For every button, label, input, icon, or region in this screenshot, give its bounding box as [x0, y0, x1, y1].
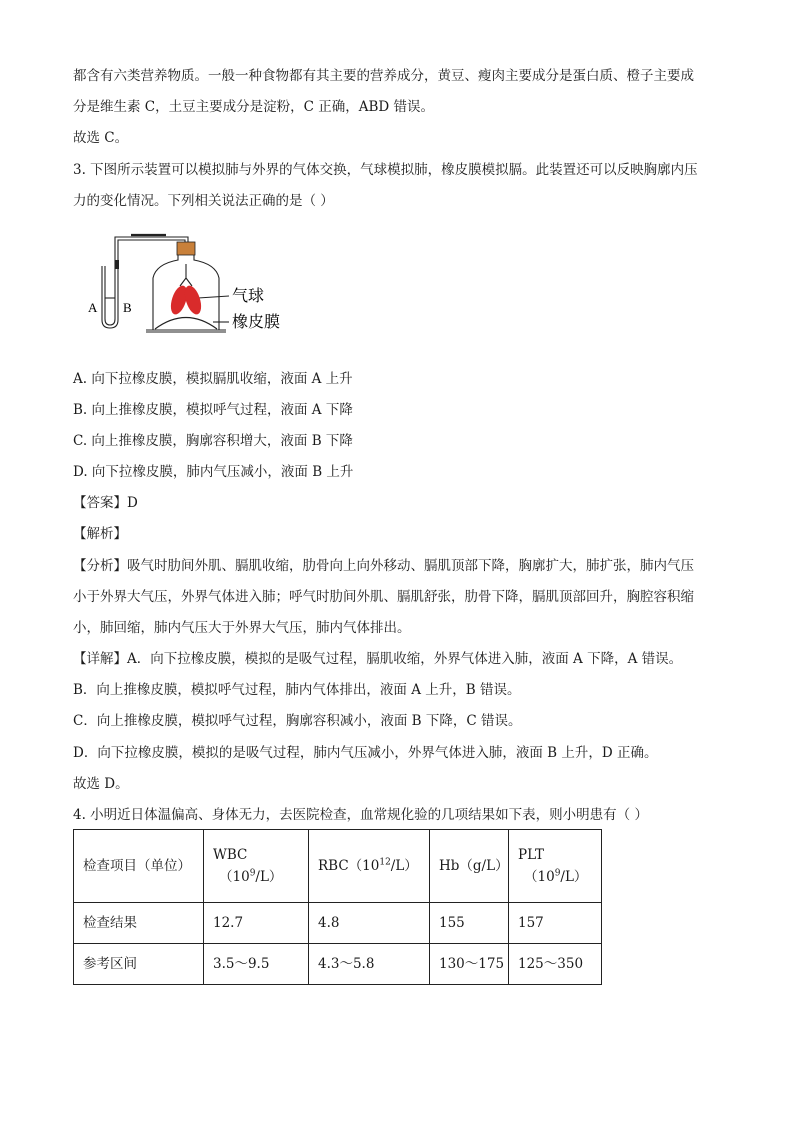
cell-plt: 125～350	[509, 944, 602, 985]
q3-option-b: B. 向上推橡皮膜，模拟呼气过程，液面 A 下降	[73, 402, 353, 418]
lung-model-figure	[86, 226, 286, 346]
row-label: 检查结果	[74, 903, 204, 944]
table-row	[74, 944, 602, 985]
q3-analysis-line-1: 【分析】吸气时肋间外肌、膈肌收缩，肋骨向上向外移动、膈肌顶部下降，胸廓扩大，肺扩张，肺内气压	[73, 558, 694, 574]
label-membrane: 橡皮膜	[232, 312, 281, 331]
q3-choice: 故选 D。	[73, 776, 129, 792]
header-item: 检查项目（单位）	[74, 830, 204, 903]
u-tube	[102, 266, 118, 328]
q3-detail-line-1: 【详解】A．向下拉橡皮膜，模拟的是吸气过程，膈肌收缩，外界气体进入肺，液面 A 下降，A 错误。	[73, 651, 683, 667]
q3-option-d: D. 向下拉橡皮膜，肺内气压减小，液面 B 上升	[73, 464, 354, 480]
label-b: B	[123, 300, 132, 315]
header-plt-label: PLT	[518, 847, 544, 863]
q3-detail-line-3: C．向上推橡皮膜，模拟呼气过程，胸廓容积减小，液面 B 下降，C 错误。	[73, 713, 522, 729]
stopper	[177, 242, 195, 255]
q3-analysis-line-3: 小，肺回缩，肺内气压大于外界大气压，肺内气体排出。	[73, 620, 411, 636]
cell-rbc: 4.3～5.8	[309, 944, 430, 985]
q3-answer: 【答案】D	[73, 495, 138, 511]
cell-plt: 157	[509, 903, 602, 944]
header-hb: Hb（g/L）	[430, 830, 509, 903]
header-wbc-label: WBC	[213, 847, 248, 863]
blood-test-table	[73, 829, 602, 985]
cell-wbc: 3.5～9.5	[204, 944, 309, 985]
q3-detail-line-2: B．向上推橡皮膜，模拟呼气过程，肺内气体排出，液面 A 上升，B 错误。	[73, 682, 521, 698]
header-rbc: $RBC(10^{12}/L)$	[309, 830, 430, 903]
prev-answer-line-1: 都含有六类营养物质。一般一种食物都有其主要的营养成分，黄豆、瘦肉主要成分是蛋白质、橙子主要成	[73, 68, 694, 84]
table-header-row	[74, 830, 602, 903]
cell-wbc: 12.7	[204, 903, 309, 944]
prev-answer-line-2: 分是维生素 C，土豆主要成分是淀粉，C 正确，ABD 错误。	[73, 99, 435, 115]
label-balloon: 气球	[232, 286, 265, 305]
q3-stem-line-2: 力的变化情况。下列相关说法正确的是（ ）	[73, 193, 334, 209]
table-row	[74, 903, 602, 944]
q3-stem-line-1: 3. 下图所示装置可以模拟肺与外界的气体交换，气球模拟肺，橡皮膜模拟膈。此装置还可以反映胸廓内压	[73, 162, 698, 178]
q3-analysis-line-2: 小于外界大气压，外界气体进入肺；呼气时肋间外肌、膈肌舒张，肋骨下降，膈肌顶部回升，胸腔容积缩	[73, 589, 694, 605]
cell-rbc: 4.8	[309, 903, 430, 944]
header-plt	[509, 830, 602, 903]
q3-option-a: A. 向下拉橡皮膜，模拟膈肌收缩，液面 A 上升	[73, 371, 353, 387]
row-label: 参考区间	[74, 944, 204, 985]
q4-stem: 4. 小明近日体温偏高、身体无力，去医院检查，血常规化验的几项结果如下表，则小明患有（ ）	[73, 807, 648, 823]
q3-detail-line-4: D．向下拉橡皮膜，模拟的是吸气过程，肺内气压减小，外界气体进入肺，液面 B 上升，D 正确。	[73, 745, 658, 761]
rubber-membrane	[155, 318, 217, 330]
header-wbc	[204, 830, 309, 903]
q3-analysis-title: 【解析】	[73, 526, 127, 542]
header-wbc-unit: $(10^9/L)$	[219, 868, 283, 885]
q3-option-c: C. 向上推橡皮膜，胸廓容积增大，液面 B 下降	[73, 433, 353, 449]
cell-hb: 130～175	[430, 944, 509, 985]
prev-answer-choice: 故选 C。	[73, 130, 129, 146]
header-plt-unit: $(10^9/L)$	[524, 868, 588, 885]
label-a: A	[88, 300, 98, 315]
cell-hb: 155	[430, 903, 509, 944]
